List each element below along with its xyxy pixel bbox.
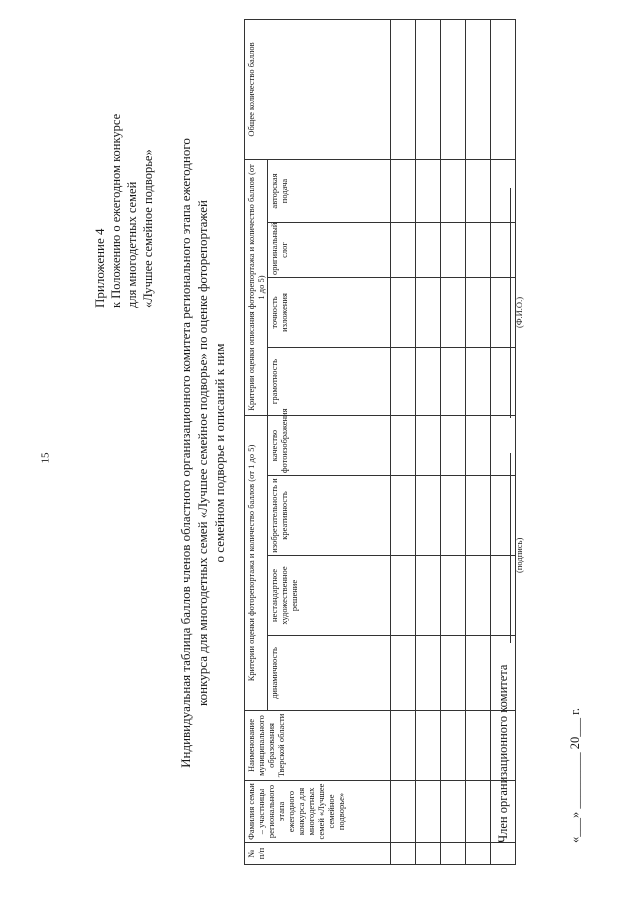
header-description-criterion: авторская подача <box>268 160 391 223</box>
table-cell[interactable] <box>466 781 491 843</box>
header-photo-criterion: изобретательность и креативность <box>268 476 391 556</box>
landscape-page <box>0 13 620 893</box>
table-cell[interactable] <box>416 843 441 865</box>
table-cell[interactable] <box>491 416 516 476</box>
table-cell[interactable] <box>391 160 416 223</box>
table-cell[interactable] <box>391 476 416 556</box>
table-row <box>391 20 416 865</box>
table-row <box>441 20 466 865</box>
table-cell[interactable] <box>416 20 441 160</box>
table-cell[interactable] <box>391 636 416 711</box>
table-cell[interactable] <box>491 843 516 865</box>
table-cell[interactable] <box>466 636 491 711</box>
table-cell[interactable] <box>416 278 441 348</box>
appendix-line: для многодетных семей <box>125 181 139 308</box>
header-description-criterion: грамотность <box>268 348 391 416</box>
table-cell[interactable] <box>491 278 516 348</box>
table-cell[interactable] <box>391 556 416 636</box>
table-cell[interactable] <box>441 160 466 223</box>
member-label: Член организационного комитета <box>496 664 510 843</box>
table-header-row <box>245 20 268 865</box>
appendix-line: к Положению о ежегодном конкурсе <box>109 113 123 308</box>
header-photo-criteria-group: Критерии оценки фоторепортажа и количество баллов (от 1 до 5) <box>245 416 268 711</box>
table-cell[interactable] <box>466 348 491 416</box>
table-cell[interactable] <box>391 416 416 476</box>
table-cell[interactable] <box>491 223 516 278</box>
table-cell[interactable] <box>491 476 516 556</box>
header-total: Общее количество баллов <box>245 20 391 160</box>
appendix-title: Приложение 4 <box>92 228 107 308</box>
table-cell[interactable] <box>416 781 441 843</box>
table-cell[interactable] <box>416 223 441 278</box>
fio-line <box>510 188 511 418</box>
table-cell[interactable] <box>441 20 466 160</box>
table-cell[interactable] <box>466 278 491 348</box>
table-cell[interactable] <box>441 781 466 843</box>
table-cell[interactable] <box>391 711 416 781</box>
table-cell[interactable] <box>466 556 491 636</box>
appendix-header <box>92 58 156 308</box>
header-photo-criterion: нестандартное художественное решение <box>268 556 391 636</box>
table-cell[interactable] <box>416 556 441 636</box>
table-cell[interactable] <box>416 476 441 556</box>
table-cell[interactable] <box>391 278 416 348</box>
table-cell[interactable] <box>466 20 491 160</box>
table-cell[interactable] <box>441 348 466 416</box>
score-table <box>244 19 516 865</box>
header-family: Фамилия семьи – участницы регионального этапа ежегодного конкурса для многодетных семей «Лучшее семейное подворье» <box>245 781 391 843</box>
table-cell[interactable] <box>416 711 441 781</box>
table-cell[interactable] <box>491 20 516 160</box>
table-cell[interactable] <box>466 476 491 556</box>
table-cell[interactable] <box>391 223 416 278</box>
table-title-line: Индивидуальная таблица баллов членов областного организационного комитета регионального этапа ежегодного <box>178 138 193 768</box>
header-municipality: Наименование муниципального образования Тверской области <box>245 711 391 781</box>
signature-caption: (подпись) <box>514 537 524 573</box>
header-photo-criterion: динамичность <box>268 636 391 711</box>
table-cell[interactable] <box>491 160 516 223</box>
header-photo-criterion: качество фотоизображения <box>268 416 391 476</box>
table-cell[interactable] <box>466 223 491 278</box>
table-cell[interactable] <box>391 781 416 843</box>
date-line: «___» _________ 20___ г. <box>568 708 582 843</box>
table-cell[interactable] <box>416 636 441 711</box>
table-row <box>466 20 491 865</box>
table-cell[interactable] <box>466 160 491 223</box>
page-number: 15 <box>39 452 52 464</box>
appendix-line: «Лучшее семейное подворье» <box>141 149 155 308</box>
table-title-line: о семейном подворье и описаний к ним <box>212 343 227 563</box>
fio-caption: (Ф.И.О.) <box>514 296 524 328</box>
table-cell[interactable] <box>441 416 466 476</box>
table-cell[interactable] <box>416 348 441 416</box>
signature-line <box>510 453 511 643</box>
table-cell[interactable] <box>391 20 416 160</box>
header-num: № п/п <box>245 843 391 865</box>
table-cell[interactable] <box>416 160 441 223</box>
header-description-criterion: оригинальный слог <box>268 223 391 278</box>
table-cell[interactable] <box>391 843 416 865</box>
table-cell[interactable] <box>441 278 466 348</box>
table-cell[interactable] <box>441 843 466 865</box>
table-cell[interactable] <box>491 556 516 636</box>
table-title-line: конкурса для многодетных семей «Лучшее семейное подворье» по оценке фоторепортажей <box>195 200 210 706</box>
header-description-criterion: точность изложения <box>268 278 391 348</box>
table-cell[interactable] <box>466 711 491 781</box>
table-cell[interactable] <box>491 348 516 416</box>
table-cell[interactable] <box>466 416 491 476</box>
table-cell[interactable] <box>466 843 491 865</box>
header-description-criteria-group: Критерии оценки описания фоторепортажа и количество баллов (от 1 до 5) <box>245 160 268 416</box>
table-cell[interactable] <box>441 636 466 711</box>
table-cell[interactable] <box>441 223 466 278</box>
table-cell[interactable] <box>441 476 466 556</box>
table-cell[interactable] <box>441 556 466 636</box>
table-cell[interactable] <box>441 711 466 781</box>
table-row <box>416 20 441 865</box>
table-title <box>177 33 228 873</box>
table-cell[interactable] <box>416 416 441 476</box>
table-cell[interactable] <box>391 348 416 416</box>
